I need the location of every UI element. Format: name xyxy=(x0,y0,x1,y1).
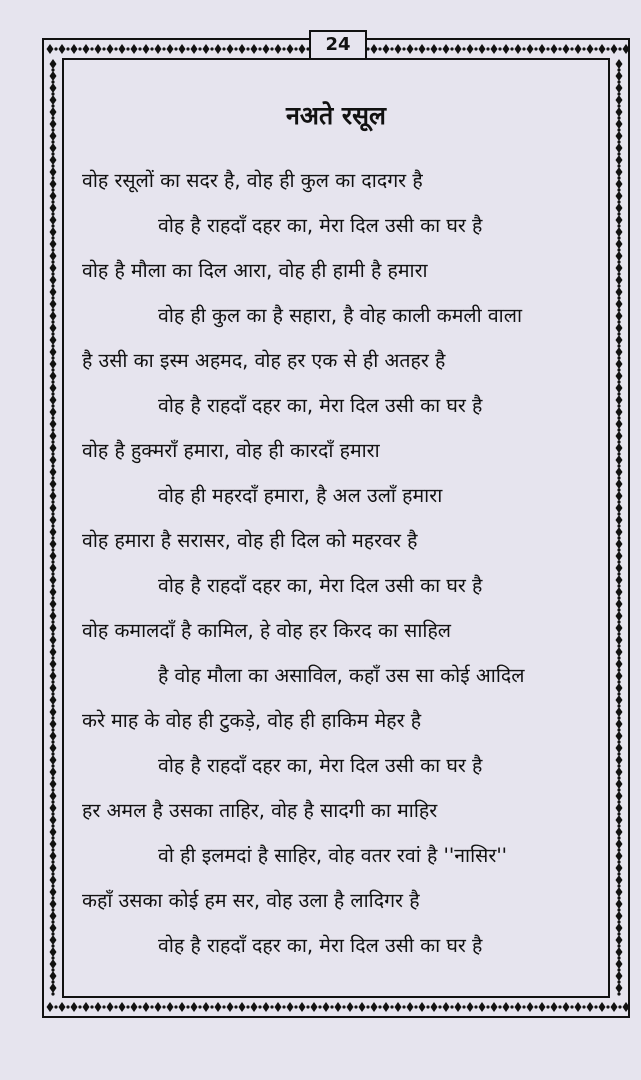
poem-line: कहाँ उसका कोई हम सर, वोह उला है लादिगर है xyxy=(82,889,420,912)
poem-line: वोह है राहदाँ दहर का, मेरा दिल उसी का घर है xyxy=(158,214,483,237)
poem-line: वोह है मौला का दिल आरा, वोह ही हामी है हमारा xyxy=(82,259,428,282)
poem-line: वो ही इलमदां है साहिर, वोह वतर रवां है ''नासिर'' xyxy=(158,844,508,867)
poem-line: वोह है राहदाँ दहर का, मेरा दिल उसी का घर है xyxy=(158,754,483,777)
poem-line: है वोह मौला का असाविल, कहाँ उस सा कोई आदिल xyxy=(158,664,525,687)
poem-line: वोह हमारा है सरासर, वोह ही दिल को महरवर है xyxy=(82,529,418,552)
ornament-border-bottom xyxy=(44,998,628,1016)
poem-line: वोह रसूलों का सदर है, वोह ही कुल का दादगर है xyxy=(82,169,423,192)
poem-line: वोह है राहदाँ दहर का, मेरा दिल उसी का घर है xyxy=(158,394,483,417)
poem-line: वोह है राहदाँ दहर का, मेरा दिल उसी का घर है xyxy=(158,574,483,597)
page-number: 24 xyxy=(309,30,367,60)
poem-line: वोह है हुक्मराँ हमारा, वोह ही कारदाँ हमारा xyxy=(82,439,380,462)
poem-line: हर अमल है उसका ताहिर, वोह है सादगी का माहिर xyxy=(82,799,438,822)
poem-title: नअते रसूल xyxy=(285,101,386,130)
poem-line: करे माह के वोह ही टुकड़े, वोह ही हाकिम मेहर है xyxy=(82,709,422,732)
poem-line: वोह है राहदाँ दहर का, मेरा दिल उसी का घर है xyxy=(158,934,483,957)
poem-line: वोह ही महरदाँ हमारा, है अल उलाँ हमारा xyxy=(158,484,443,507)
ornament-border-left xyxy=(44,58,62,998)
poem-line: वोह कमालदाँ है कामिल, हे वोह हर किरद का साहिल xyxy=(82,619,452,642)
poem-line: है उसी का इस्म अहमद, वोह हर एक से ही अतहर है xyxy=(82,349,446,372)
poem-line: वोह ही कुल का है सहारा, है वोह काली कमली वाला xyxy=(158,304,522,327)
ornament-border-right xyxy=(610,58,628,998)
